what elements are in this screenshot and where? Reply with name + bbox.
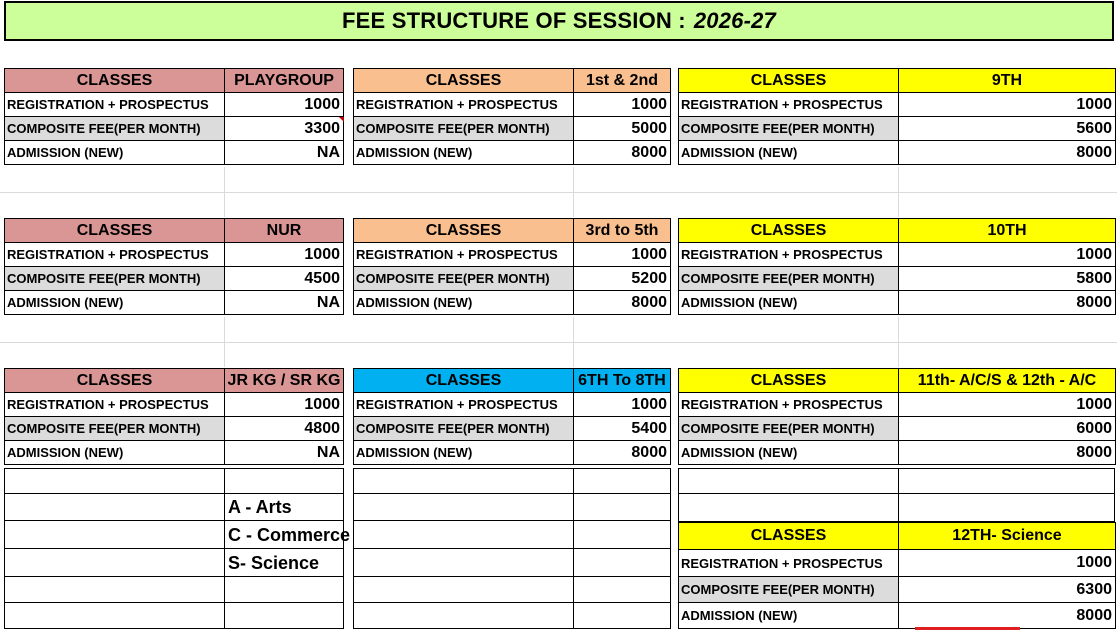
admission-value: 8000 xyxy=(899,141,1116,165)
fee-table-10th xyxy=(678,218,1116,315)
composite-row xyxy=(679,267,1116,291)
registration-label: REGISTRATION + PROSPECTUS xyxy=(679,93,899,117)
fee-table-11th-12th xyxy=(678,368,1116,465)
classes-header: CLASSES xyxy=(679,523,899,550)
composite-label: COMPOSITE FEE(PER MONTH) xyxy=(679,417,899,441)
composite-row xyxy=(5,417,344,441)
classes-header: CLASSES xyxy=(679,369,899,393)
table-header-row xyxy=(679,219,1116,243)
table-header-row xyxy=(679,523,1116,550)
table-header-row xyxy=(354,69,671,93)
table-header-row xyxy=(5,219,344,243)
classes-header: CLASSES xyxy=(5,369,225,393)
composite-label: COMPOSITE FEE(PER MONTH) xyxy=(5,117,225,141)
legend-science: S- Science xyxy=(228,553,320,573)
fee-table-nur xyxy=(4,218,344,315)
composite-value: 3300 xyxy=(225,117,344,141)
registration-row xyxy=(679,93,1116,117)
composite-row xyxy=(679,577,1116,603)
legend-arts: A - Arts xyxy=(228,497,292,517)
grade-header: 3rd to 5th xyxy=(574,219,671,243)
composite-value: 5800 xyxy=(899,267,1116,291)
composite-row xyxy=(354,267,671,291)
registration-row xyxy=(354,93,671,117)
gridline xyxy=(0,342,1117,343)
admission-value: NA xyxy=(225,291,344,315)
composite-row xyxy=(5,267,344,291)
cell-border xyxy=(353,602,671,603)
admission-row xyxy=(5,141,344,165)
grade-header: 10TH xyxy=(899,219,1116,243)
gridline xyxy=(224,317,225,367)
admission-row xyxy=(679,441,1116,465)
registration-label: REGISTRATION + PROSPECTUS xyxy=(354,93,574,117)
composite-label: COMPOSITE FEE(PER MONTH) xyxy=(354,417,574,441)
registration-label: REGISTRATION + PROSPECTUS xyxy=(5,243,225,267)
admission-row xyxy=(354,441,671,465)
registration-row xyxy=(679,393,1116,417)
registration-value: 1000 xyxy=(899,93,1116,117)
admission-label: ADMISSION (NEW) xyxy=(354,441,574,465)
registration-label: REGISTRATION + PROSPECTUS xyxy=(679,550,899,577)
legend-commerce: C - Commerce xyxy=(228,525,351,545)
admission-value: NA xyxy=(225,141,344,165)
registration-label: REGISTRATION + PROSPECTUS xyxy=(354,393,574,417)
registration-label: REGISTRATION + PROSPECTUS xyxy=(679,393,899,417)
composite-label: COMPOSITE FEE(PER MONTH) xyxy=(354,117,574,141)
admission-label: ADMISSION (NEW) xyxy=(679,141,899,165)
classes-header: CLASSES xyxy=(679,69,899,93)
table-header-row xyxy=(5,69,344,93)
registration-row xyxy=(5,393,344,417)
registration-row xyxy=(679,550,1116,577)
composite-value: 4500 xyxy=(225,267,344,291)
cell-border xyxy=(353,493,671,494)
gridline xyxy=(0,192,1117,193)
cell-border xyxy=(4,548,344,549)
admission-value: 8000 xyxy=(899,603,1116,629)
admission-row xyxy=(354,291,671,315)
composite-label: COMPOSITE FEE(PER MONTH) xyxy=(679,577,899,603)
registration-value: 1000 xyxy=(574,393,671,417)
composite-value: 6000 xyxy=(899,417,1116,441)
empty-cell xyxy=(678,468,899,522)
composite-row xyxy=(679,117,1116,141)
admission-value: 8000 xyxy=(574,141,671,165)
cell-border xyxy=(353,576,671,577)
registration-row xyxy=(354,243,671,267)
classes-header: CLASSES xyxy=(354,369,574,393)
classes-header: CLASSES xyxy=(354,219,574,243)
classes-header: CLASSES xyxy=(5,69,225,93)
grade-header: 11th- A/C/S & 12th - A/C xyxy=(899,369,1116,393)
composite-label: COMPOSITE FEE(PER MONTH) xyxy=(679,117,899,141)
registration-value: 1000 xyxy=(899,243,1116,267)
composite-row xyxy=(354,417,671,441)
grade-header: JR KG / SR KG xyxy=(225,369,344,393)
admission-label: ADMISSION (NEW) xyxy=(354,291,574,315)
composite-label: COMPOSITE FEE(PER MONTH) xyxy=(679,267,899,291)
composite-value: 5200 xyxy=(574,267,671,291)
grade-header: 12TH- Science xyxy=(899,523,1116,550)
admission-label: ADMISSION (NEW) xyxy=(354,141,574,165)
table-header-row xyxy=(354,219,671,243)
registration-label: REGISTRATION + PROSPECTUS xyxy=(5,393,225,417)
admission-label: ADMISSION (NEW) xyxy=(679,603,899,629)
empty-cell xyxy=(898,468,1115,522)
cell-border xyxy=(353,520,671,521)
grade-header: NUR xyxy=(225,219,344,243)
cell-border xyxy=(4,576,344,577)
composite-value: 6300 xyxy=(899,577,1116,603)
composite-value: 4800 xyxy=(225,417,344,441)
fee-table-jrkg-srkg xyxy=(4,368,344,465)
title-text: FEE STRUCTURE OF SESSION : xyxy=(342,8,686,33)
admission-row xyxy=(5,441,344,465)
admission-value: 8000 xyxy=(899,291,1116,315)
registration-row xyxy=(354,393,671,417)
registration-label: REGISTRATION + PROSPECTUS xyxy=(5,93,225,117)
grade-header: 1st & 2nd xyxy=(574,69,671,93)
admission-row xyxy=(679,291,1116,315)
admission-label: ADMISSION (NEW) xyxy=(5,441,225,465)
admission-label: ADMISSION (NEW) xyxy=(5,291,225,315)
registration-value: 1000 xyxy=(899,550,1116,577)
cell-border xyxy=(678,493,1115,494)
gridline xyxy=(898,167,899,217)
grade-header: 6TH To 8TH xyxy=(574,369,671,393)
grade-header: 9TH xyxy=(899,69,1116,93)
page-title xyxy=(4,1,1114,41)
cell-border xyxy=(4,520,344,521)
composite-row xyxy=(5,117,344,141)
fee-table-playgroup xyxy=(4,68,344,165)
registration-value: 1000 xyxy=(574,93,671,117)
session-year: 2026-27 xyxy=(693,8,776,33)
registration-label: REGISTRATION + PROSPECTUS xyxy=(679,243,899,267)
fee-table-6th-8th xyxy=(353,368,671,465)
gridline xyxy=(898,317,899,367)
admission-label: ADMISSION (NEW) xyxy=(5,141,225,165)
fee-table-1st-2nd xyxy=(353,68,671,165)
registration-value: 1000 xyxy=(574,243,671,267)
registration-value: 1000 xyxy=(225,393,344,417)
admission-row xyxy=(679,603,1116,629)
gridline xyxy=(224,167,225,217)
admission-value: 8000 xyxy=(574,291,671,315)
registration-label: REGISTRATION + PROSPECTUS xyxy=(354,243,574,267)
admission-row xyxy=(354,141,671,165)
cell-border xyxy=(4,493,344,494)
composite-row xyxy=(679,417,1116,441)
classes-header: CLASSES xyxy=(354,69,574,93)
registration-row xyxy=(5,243,344,267)
composite-row xyxy=(354,117,671,141)
registration-value: 1000 xyxy=(225,93,344,117)
registration-value: 1000 xyxy=(225,243,344,267)
registration-row xyxy=(5,93,344,117)
table-header-row xyxy=(5,369,344,393)
admission-value: NA xyxy=(225,441,344,465)
composite-value: 5400 xyxy=(574,417,671,441)
composite-value: 5000 xyxy=(574,117,671,141)
classes-header: CLASSES xyxy=(5,219,225,243)
admission-row xyxy=(679,141,1116,165)
fee-table-9th xyxy=(678,68,1116,165)
table-header-row xyxy=(354,369,671,393)
admission-label: ADMISSION (NEW) xyxy=(679,441,899,465)
fee-table-3rd-5th xyxy=(353,218,671,315)
cell-border xyxy=(353,548,671,549)
table-header-row xyxy=(679,69,1116,93)
fee-table-12th-science xyxy=(678,522,1116,629)
cell-border xyxy=(4,602,344,603)
comment-indicator xyxy=(339,117,344,122)
registration-row xyxy=(679,243,1116,267)
grade-header: PLAYGROUP xyxy=(225,69,344,93)
gridline xyxy=(573,167,574,217)
composite-label: COMPOSITE FEE(PER MONTH) xyxy=(5,267,225,291)
composite-label: COMPOSITE FEE(PER MONTH) xyxy=(354,267,574,291)
admission-row xyxy=(5,291,344,315)
registration-value: 1000 xyxy=(899,393,1116,417)
gridline xyxy=(573,317,574,367)
composite-label: COMPOSITE FEE(PER MONTH) xyxy=(5,417,225,441)
composite-value: 5600 xyxy=(899,117,1116,141)
admission-label: ADMISSION (NEW) xyxy=(679,291,899,315)
admission-value: 8000 xyxy=(899,441,1116,465)
table-header-row xyxy=(679,369,1116,393)
classes-header: CLASSES xyxy=(679,219,899,243)
admission-value: 8000 xyxy=(574,441,671,465)
